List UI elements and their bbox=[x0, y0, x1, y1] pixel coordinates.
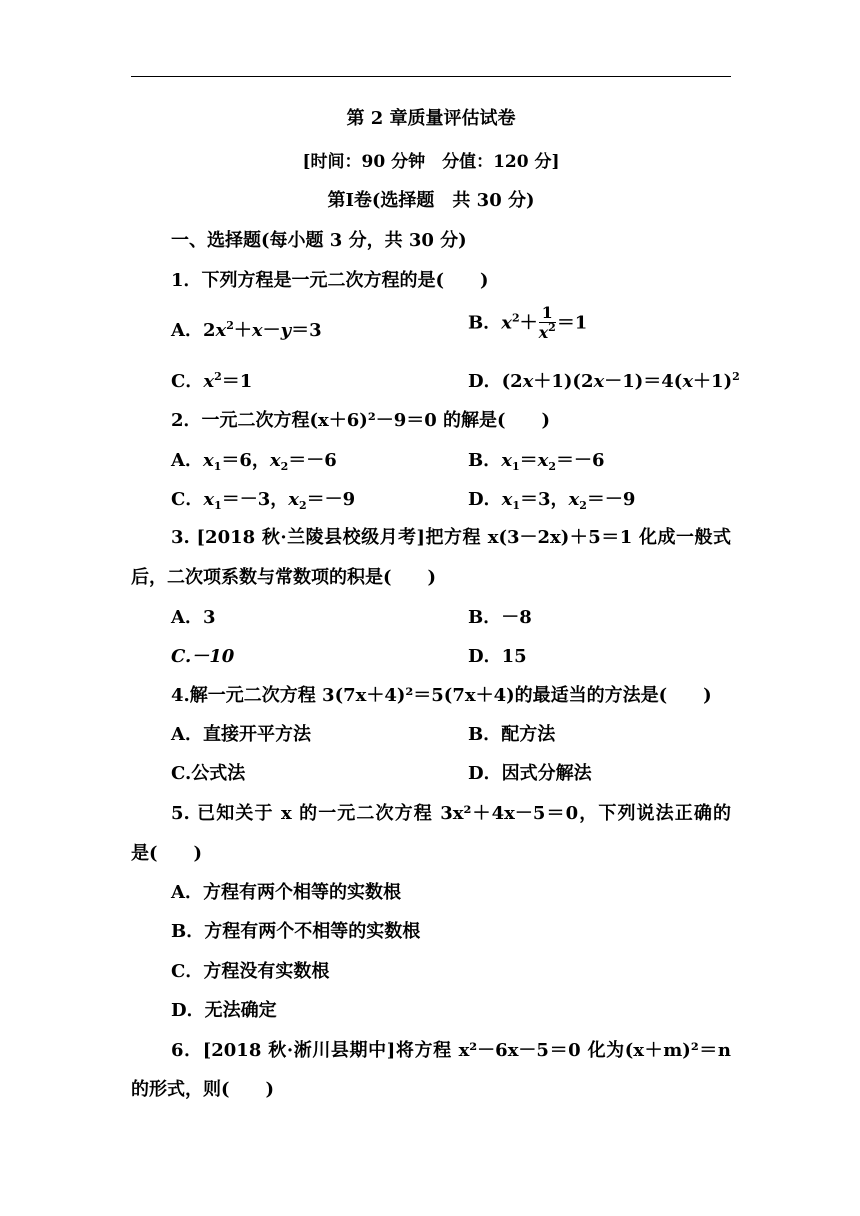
question-1-option-a: A．$2x^2+x-y=3$ bbox=[171, 319, 322, 341]
question-2-stem: 2．一元二次方程(x＋6)²－9＝0 的解是( ) bbox=[171, 410, 551, 431]
question-4-stem: 4.解一元二次方程 3(7x＋4)²＝5(7x＋4)的最适当的方法是( ) bbox=[171, 685, 712, 706]
question-1-stem: 1．下列方程是一元二次方程的是( ) bbox=[171, 270, 489, 291]
question-5-stem-line-2: 是( ) bbox=[131, 843, 203, 864]
section-heading: 一、选择题(每小题 3 分，共 30 分) bbox=[171, 230, 467, 251]
question-4-option-c: C.公式法 bbox=[171, 763, 246, 784]
question-5-option-c: C．方程没有实数根 bbox=[171, 961, 330, 982]
question-3-option-b: B．－8 bbox=[468, 607, 532, 628]
question-6-stem: 6．[2018 秋·淅川县期中]将方程 x²－6x－5＝0 化为(x＋m)²＝n bbox=[171, 1040, 731, 1061]
question-1-option-c: C．$x^2=1$ bbox=[171, 370, 253, 392]
question-4-option-a: A．直接开平方法 bbox=[171, 724, 311, 745]
question-3-stem-line-2: 后，二次项系数与常数项的积是( ) bbox=[131, 567, 437, 588]
question-1-option-d: D．$(2x+1)(2x-1)=4(x+1)^2$ bbox=[468, 370, 740, 392]
question-3-option-d: D．15 bbox=[468, 646, 527, 667]
question-2-option-b: B．$x_1=x_2=-6$ bbox=[468, 450, 605, 473]
exam-meta: [时间：90 分钟 分值：120 分] bbox=[302, 152, 560, 172]
question-4-option-d: D．因式分解法 bbox=[468, 763, 592, 784]
question-1-options-row-1 bbox=[171, 303, 731, 350]
question-3-option-c: C.－10 bbox=[171, 646, 235, 667]
question-5-stem: 5. 已知关于 x 的一元二次方程 3x²＋4x－5＝0，下列说法正确的 bbox=[171, 803, 731, 824]
page-title: 第 2 章质量评估试卷 bbox=[346, 108, 516, 129]
part-heading: 第Ⅰ卷(选择题 共 30 分) bbox=[327, 190, 535, 211]
question-4-option-b: B．配方法 bbox=[468, 724, 556, 745]
question-1-option-b: B．$x^2+$ $\frac{1}{x^2}$ ＝1 bbox=[468, 303, 588, 342]
question-3-stem: 3. [2018 秋·兰陵县校级月考]把方程 x(3－2x)＋5＝1 化成一般式 bbox=[171, 527, 731, 548]
question-3-option-a: A．3 bbox=[171, 607, 216, 628]
question-2-option-a: A．$x_1=6$，$x_2=-6$ bbox=[171, 450, 337, 473]
question-5-option-d: D．无法确定 bbox=[171, 1000, 277, 1021]
question-2-option-d: D．$x_1=3$，$x_2=-9$ bbox=[468, 489, 636, 512]
question-6-stem-line-2: 的形式，则( ) bbox=[131, 1079, 275, 1100]
question-5-option-b: B．方程有两个不相等的实数根 bbox=[171, 921, 421, 942]
header-rule bbox=[131, 76, 731, 77]
fraction: $\frac{1}{x^2}$ bbox=[538, 303, 556, 342]
question-5-option-a: A．方程有两个相等的实数根 bbox=[171, 882, 401, 903]
question-2-option-c: C．$x_1=-3$，$x_2=-9$ bbox=[171, 489, 356, 512]
